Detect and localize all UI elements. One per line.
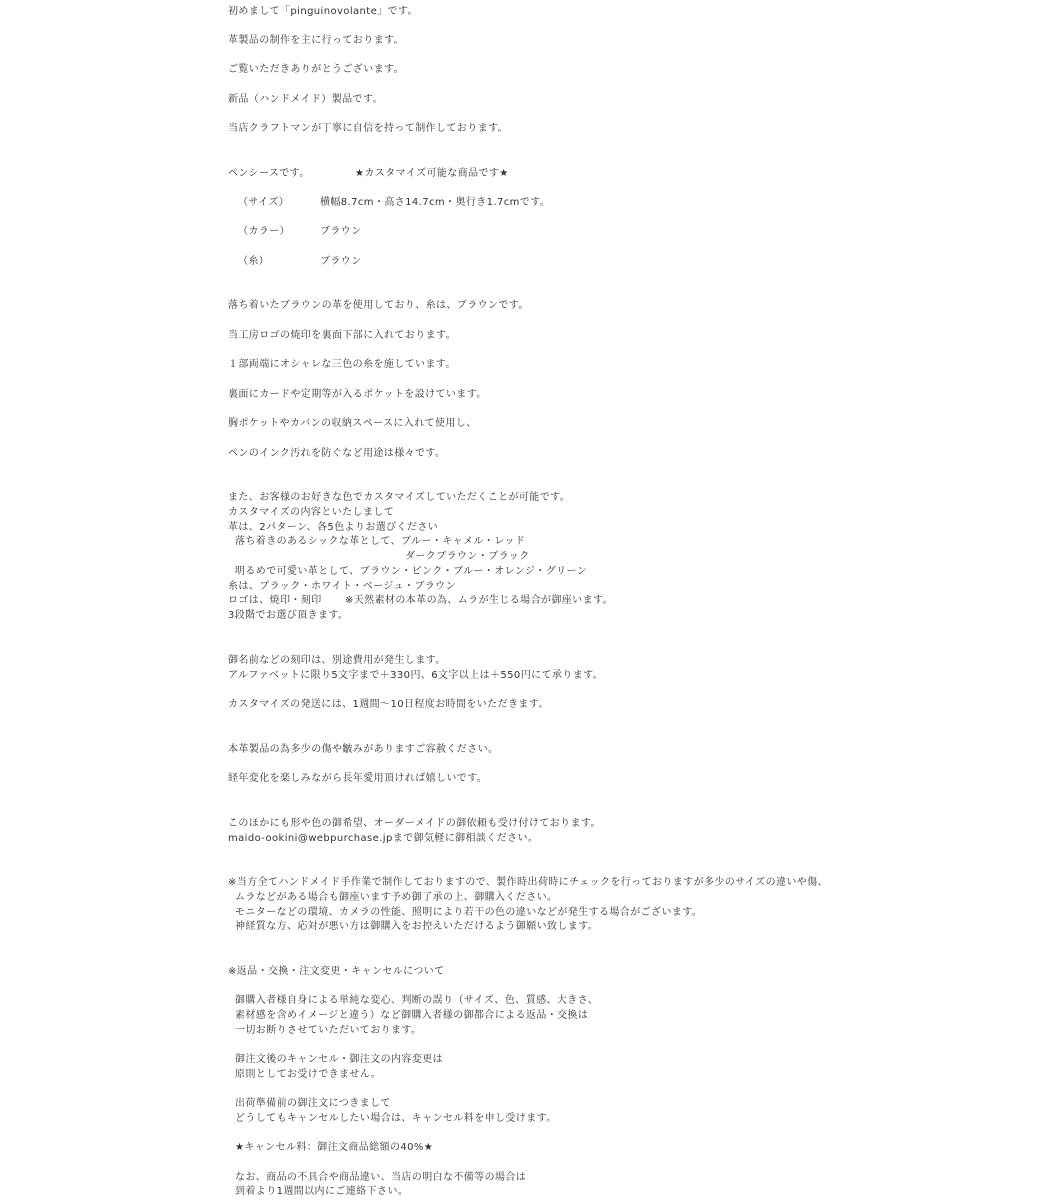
description-line-6: ペンのインク汚れを防ぐなど用途は様々です。 [228,448,446,459]
greeting-line: 初めまして「pinguinovolante」です。 [228,6,418,17]
craftsman-line: 当店クラフトマンが丁寧に自信を持って制作しております。 [228,123,508,134]
description-line-5: 胸ポケットやカバンの収納スペースに入れて使用し、 [228,418,477,429]
defect-note-2: 到着より1週間以内にご連絡下さい。 [235,1186,409,1197]
returns-heading: ※返品・交換・注文変更・キャンセルについて [228,966,445,977]
handmade-disclaimer-3: モニターなどの環境、カメラの性能、照明により若干の色の違いなどが発生する場合がございます。 [235,907,703,918]
returns-policy-3: 一切お断りさせていただいております。 [235,1025,422,1036]
intro-line: 革製品の制作を主に行っております。 [228,35,404,46]
customize-heading: カスタマイズの内容といたしまして [228,507,395,518]
returns-policy-1: 御購入者様自身による単純な変心、判断の誤り（サイズ、色、質感、大きさ、 [235,995,599,1006]
customizable-notice: ★カスタマイズ可能な商品です★ [355,168,509,179]
logo-options: ロゴは、焼印・刻印 [228,595,322,606]
description-line-2: 当工房ロゴの焼印を裏面下部に入れております。 [228,330,456,341]
leather-patterns: 革は、2パターン、各5色よりお選びください [228,522,439,533]
cancel-fee: ★キャンセル料：御注文商品総額の40%★ [235,1142,434,1153]
contact-email: maido-ookini@webpurchase.jpまで御気軽に御相談ください。 [228,833,539,844]
order-made-note: このほかにも形や色の御希望、オーダーメイドの御依頼も受け付けております。 [228,818,601,829]
thanks-line: ご覧いただきありがとうございます。 [228,64,404,75]
thread-value: ブラウン [320,256,362,267]
description-line-1: 落ち着いたブラウンの革を使用しており、糸は、ブラウンです。 [228,300,529,311]
engraving-fee: 御名前などの刻印は、別途費用が発生します。 [228,655,446,666]
three-steps: 3段階でお選び頂きます。 [228,610,349,621]
cancel-fee-note-2: どうしてもキャンセルしたい場合は、キャンセル料を申し受けます。 [235,1113,557,1124]
color-value: ブラウン [320,226,362,237]
chic-leather-colors: 落ち着きのあるシックな革として、ブルー・キャメル・レッド [235,536,526,547]
description-line-3: １部両端にオシャレな三色の糸を施しています。 [228,359,456,370]
product-name: ペンシースです。 [228,168,310,179]
description-line-4: 裏面にカードや定期等が入るポケットを設けています。 [228,389,487,400]
new-product-line: 新品（ハンドメイド）製品です。 [228,94,383,105]
cancel-policy-1: 御注文後のキャンセル・御注文の内容変更は [235,1054,443,1065]
handmade-disclaimer-1: ※当方全てハンドメイド手作業で制作しておりますので、製作時出荷時にチェックを行っておりますが多少のサイズの違いや傷、 [228,877,828,888]
bright-leather-colors: 明るめで可愛い革として、ブラウン・ピンク・ブルー・オレンジ・グリーン [235,566,588,577]
cancel-fee-note-1: 出荷準備前の御注文につきまして [235,1098,391,1109]
size-label: （サイズ） [238,197,290,208]
thread-label: （糸） [238,256,270,267]
cancel-policy-2: 原則としてお受けできません。 [235,1069,382,1080]
shipping-time: カスタマイズの発送には、1週間〜10日程度お時間をいただきます。 [228,699,549,710]
customize-intro: また、お客様のお好きな色でカスタマイズしていただくことが可能です。 [228,492,571,503]
handmade-disclaimer-2: ムラなどがある場合も御座います予め御了承の上、御購入ください。 [235,892,558,903]
aging-note: 経年変化を楽しみながら長年愛用頂ければ嬉しいです。 [228,773,488,784]
leather-note: 本革製品の為多少の傷や皺みがありますご容赦ください。 [228,744,499,755]
defect-note-1: なお、商品の不具合や商品違い、当店の明白な不備等の場合は [235,1172,527,1183]
thread-colors: 糸は、ブラック・ホワイト・ベージュ・ブラウン [228,581,456,592]
returns-policy-2: 素材感を含めイメージと違う）など御購入者様の御都合による返品・交換は [235,1010,589,1021]
engraving-price: アルファベットに限り5文字まで＋330円、6文字以上は＋550円にて承ります。 [228,670,604,681]
color-label: （カラー） [238,226,290,237]
chic-leather-colors-cont: ダークブラウン・ブラック [405,551,530,562]
handmade-disclaimer-4: 神経質な方、応対が悪い方は御購入をお控えいただけるよう御願い致します。 [235,921,599,932]
natural-material-note: ※天然素材の本革の為、ムラが生じる場合が御座います。 [345,595,613,606]
size-value: 横幅8.7cm・高さ14.7cm・奥行き1.7cmです。 [320,197,551,208]
